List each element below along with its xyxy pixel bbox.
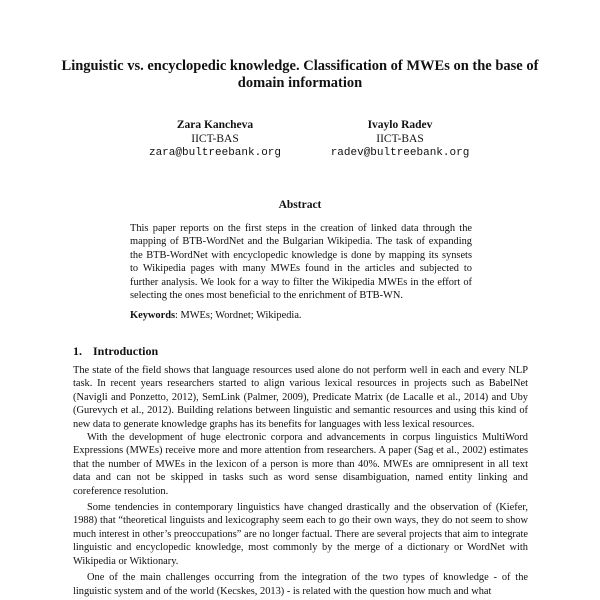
author-email: zara@bultreebank.org <box>148 147 282 159</box>
paragraph: The state of the field shows that language resources used alone do not perform well in each and every NLP task. In recent years researchers started to align various lexical resources in projects such as BabelNet (Navigli and Ponzetto, 2012), SemLink (Palmer, 2009), Predicate Matrix (de Lacalle et al., 2014) and Uby (Gurevych et al., 2012). Building relations between linguistic and semantic resources and using this kind of new data to generate knowledge graphs has its benefits for languages with less lexical resources. <box>73 365 528 430</box>
author-block-2 <box>300 118 500 160</box>
author-email: radev@bultreebank.org <box>330 147 470 159</box>
keywords-label: Keywords <box>130 310 176 321</box>
section-number: 1. <box>73 344 82 358</box>
keywords-line <box>130 309 472 322</box>
author-name: Zara Kancheva <box>176 119 254 131</box>
paragraph: Some tendencies in contemporary linguistics have changed drastically and the observation of (Kiefer, 1988) that “theoretical linguists and lexicography seem each to go their own ways, they do not seem to show much interest in other’s preoccupations” are no longer factual. There are several projects that aim to integrate linguistic and encyclopedic knowledge, most commonly by the merge of a dictionary or WordNet with Wikipedia or Wiktionary. <box>73 502 528 567</box>
abstract-text: This paper reports on the first steps in the creation of linked data through the mapping of BTB-WordNet and the Bulgarian Wikipedia. The task of expanding the BTB-WordNet with encyclopedic knowledge is done by mapping its synsets to Wikipedia pages with many MWEs found in the articles and subjected to further analysis. We look for a way to filter the Wikipedia MWEs in the effort of selecting the ones most beneficial to the enrichment of BTB-WN. <box>130 223 472 302</box>
author-name: Ivaylo Radev <box>367 119 433 131</box>
section-title: Introduction <box>93 344 159 358</box>
abstract-heading: Abstract <box>278 199 322 211</box>
keywords-list: : MWEs; Wordnet; Wikipedia. <box>175 310 302 321</box>
section-heading <box>73 344 158 359</box>
author-block-1 <box>115 118 315 160</box>
paper-title: Linguistic vs. encyclopedic knowledge. Classification of MWEs on the base of domain information <box>61 58 539 91</box>
paragraph: One of the main challenges occurring from the integration of the two types of knowledge - of the linguistic system and of the world (Kecskes, 2013) - is related with the question how much and what <box>73 572 528 597</box>
author-affiliation: IICT-BAS <box>191 133 239 145</box>
author-affiliation: IICT-BAS <box>376 133 424 145</box>
section-body <box>73 364 528 598</box>
paragraph: With the development of huge electronic corpora and advancements in corpus linguistics MultiWord Expressions (MWEs) receive more and more attention from researchers. A paper (Sag et al., 2002) estimates that the number of MWEs in the lexicon of a person is more than 40%. MWEs are omnipresent in all text data and can not be skipped in tasks such as word sense disambiguation, named entity linking and coreference resolution. <box>73 432 528 497</box>
